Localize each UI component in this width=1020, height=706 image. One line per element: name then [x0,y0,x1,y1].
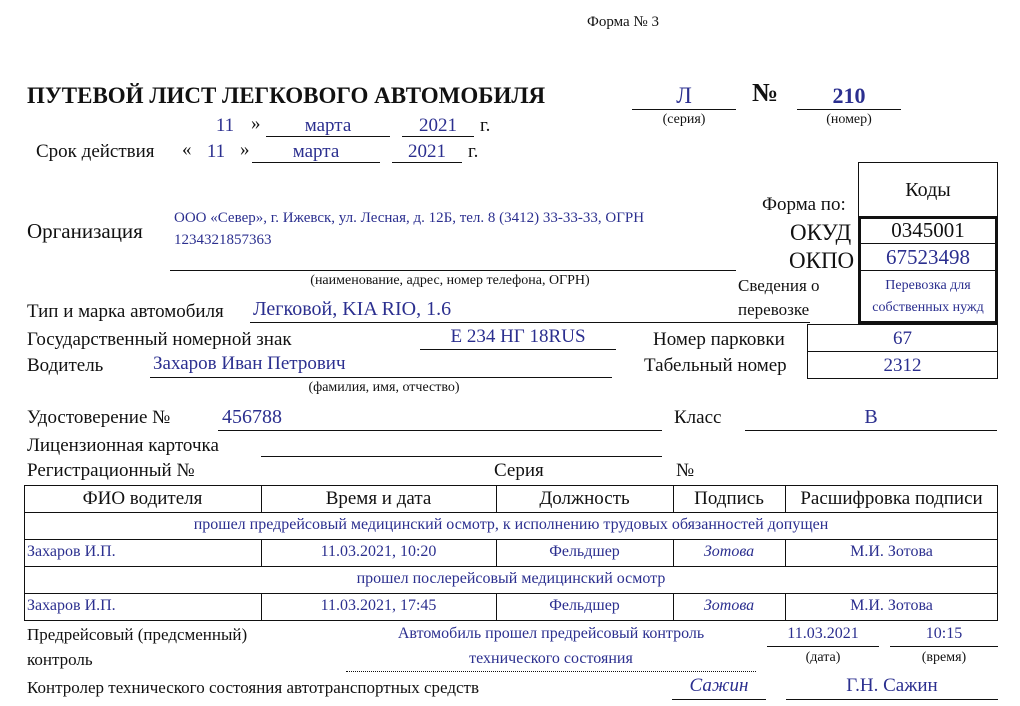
issue-year[interactable]: 2021 [419,115,457,136]
form-number: Форма № 3 [587,14,659,30]
validity-year[interactable]: 2021 [408,141,446,162]
class-value[interactable]: В [864,406,878,428]
validity-day[interactable]: 11 [206,141,226,162]
okpo-label: ОКПО [789,248,855,273]
issue-quote-close: » [251,113,261,134]
controller-signature[interactable]: Сажин [689,675,749,696]
tab-number-label: Табельный номер [644,355,787,376]
table-header-decoding: Расшифровка подписи [800,488,983,509]
number-value[interactable]: 210 [832,83,866,108]
validity-year-suffix: г. [468,141,479,162]
form-label: Форма по: [762,194,846,215]
row2-position[interactable]: Фельдшер [549,597,620,614]
validity-quote-open: « [182,139,192,160]
row2-signature[interactable]: Зотова [703,597,755,614]
row1-datetime[interactable]: 11.03.2021, 10:20 [320,543,437,560]
row2-decoding[interactable]: М.И. Зотова [850,597,933,614]
number-caption: (номер) [826,112,872,127]
okud-value[interactable]: 0345001 [891,218,965,242]
row1-driver[interactable]: Захаров И.П. [27,543,116,560]
validity-quote-close: » [240,139,250,160]
registration-label: Регистрационный № [27,460,195,481]
okud-label: ОКУД [790,220,852,245]
row2-datetime[interactable]: 11.03.2021, 17:45 [320,597,437,614]
license-card-label: Лицензионная карточка [27,435,219,456]
plate-value[interactable]: Е 234 НГ 18RUS [450,326,586,347]
organization-line2[interactable]: 1234321857363 [174,232,272,248]
organization-caption: (наименование, адрес, номер телефона, ОГРН) [310,273,590,288]
validity-month[interactable]: марта [292,141,340,162]
vehicle-value[interactable]: Легковой, KIA RIO, 1.6 [253,298,452,320]
transport-value-line2[interactable]: собственных нужд [872,300,984,315]
parking-value[interactable]: 67 [893,328,912,349]
precheck-date-caption: (дата) [805,650,841,665]
issue-month[interactable]: марта [304,115,352,136]
validity-label: Срок действия [36,141,155,162]
page-title: ПУТЕВОЙ ЛИСТ ЛЕГКОВОГО АВТОМОБИЛЯ [27,83,546,108]
registration-series-label: Серия [494,460,544,481]
organization-label: Организация [27,219,143,243]
driver-label: Водитель [27,355,104,376]
plate-label: Государственный номерной знак [27,329,292,350]
controller-name[interactable]: Г.Н. Сажин [846,675,938,696]
codes-header: Коды [905,179,951,201]
table-header-datetime: Время и дата [325,488,432,509]
series-caption: (серия) [662,112,706,127]
okpo-value[interactable]: 67523498 [886,245,970,269]
table-header-name: ФИО водителя [82,488,203,509]
precheck-label-line2: контроль [27,650,93,669]
table-header-signature: Подпись [694,488,764,509]
transport-label-line1: Сведения о [738,276,820,295]
table-note-posttrip: прошел послерейсовый медицинский осмотр [356,570,666,587]
driver-caption: (фамилия, имя, отчество) [308,380,460,395]
row1-signature[interactable]: Зотова [703,543,755,560]
row1-decoding[interactable]: М.И. Зотова [850,543,933,560]
parking-label: Номер парковки [653,329,785,350]
table-header-position: Должность [539,488,630,509]
row2-driver[interactable]: Захаров И.П. [27,597,116,614]
number-sign: № [752,78,779,107]
transport-label-line2: перевозке [738,300,810,319]
precheck-time[interactable]: 10:15 [925,625,963,642]
precheck-date[interactable]: 11.03.2021 [787,625,859,642]
registration-number-label: № [676,460,695,481]
series-value[interactable]: Л [676,83,692,108]
tab-number-value[interactable]: 2312 [883,355,922,376]
driver-value[interactable]: Захаров Иван Петрович [153,353,346,374]
precheck-text-line2[interactable]: технического состояния [469,650,633,667]
table-note-pretrip: прошел предрейсовый медицинский осмотр, к исполнению трудовых обязанностей допущен [193,516,829,533]
license-label: Удостоверение № [27,407,171,428]
precheck-time-caption: (время) [921,650,967,665]
organization-line1[interactable]: ООО «Север», г. Ижевск, ул. Лесная, д. 12Б, тел. 8 (3412) 33-33-33, ОГРН [174,210,645,226]
transport-value-line1[interactable]: Перевозка для [885,278,971,293]
precheck-label-line1: Предрейсовый (предсменный) [27,625,248,644]
vehicle-label: Тип и марка автомобиля [27,301,224,322]
class-label: Класс [674,407,722,428]
license-value[interactable]: 456788 [222,406,282,428]
row1-position[interactable]: Фельдшер [549,543,620,560]
controller-label: Контролер технического состояния автотранспортных средств [27,678,480,697]
issue-day[interactable]: 11 [215,115,235,136]
precheck-text-line1[interactable]: Автомобиль прошел предрейсовый контроль [397,625,705,642]
issue-year-suffix: г. [480,115,491,136]
